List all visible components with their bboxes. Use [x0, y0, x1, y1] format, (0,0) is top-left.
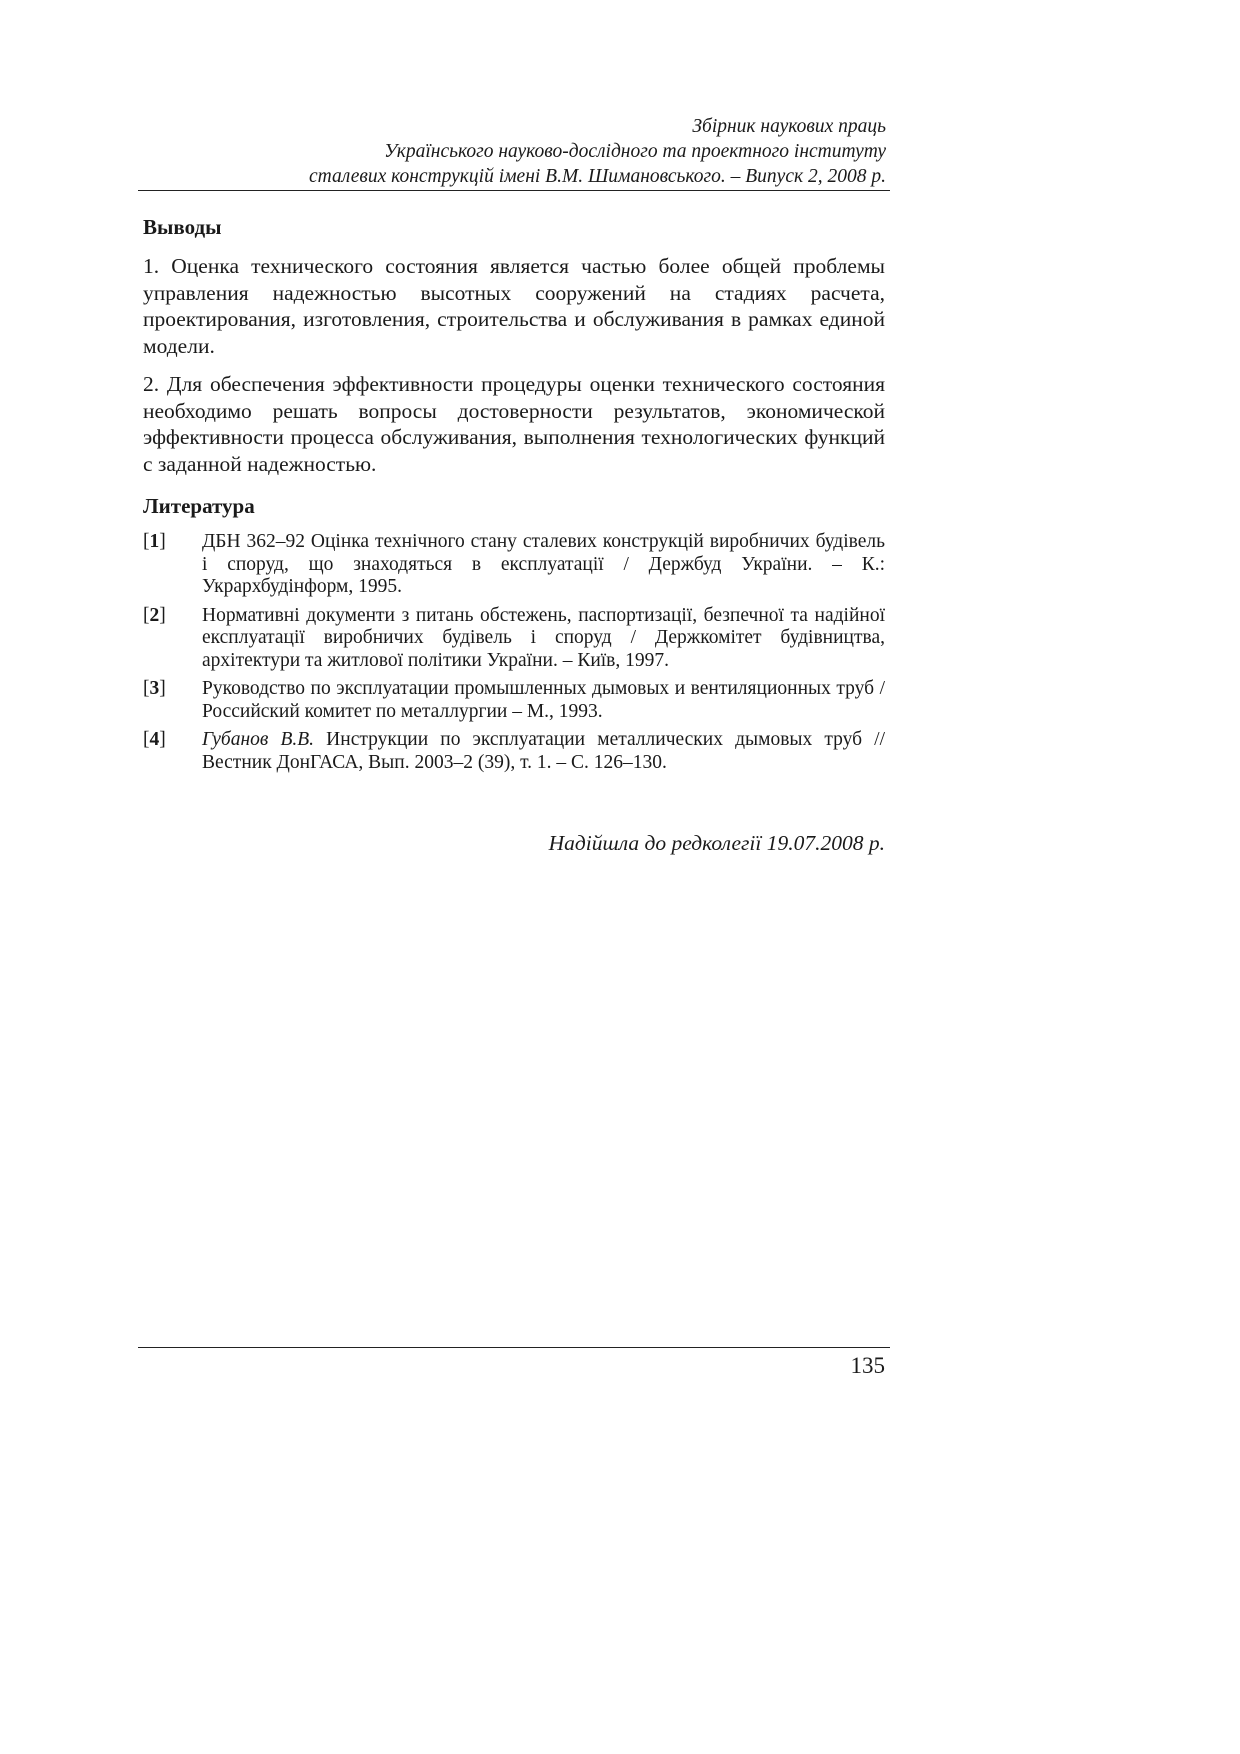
page-content — [143, 214, 885, 780]
literature-heading: Литература — [143, 494, 255, 518]
conclusion-paragraph-1: 1. Оценка технического состояния является частью более общей проблемы управления надежностью высотных сооружений на стадиях расчета, проектирования, изготовления, строительства и обслуживания в рамках единой модели. — [143, 254, 885, 358]
reference-text: Нормативні документи з питань обстежень, паспортизації, безпечної та надійної експлуатації виробничих будівель і споруд / Держкомітет будівництва, архітектури та житлової політики України. – Київ, 1997. — [202, 604, 885, 671]
reference-item — [143, 678, 885, 723]
reference-text: Руководство по эксплуатации промышленных дымовых и вентиляционных труб / Российский комитет по металлургии – М., 1993. — [202, 678, 885, 722]
header-journal-title: Збірник наукових праць — [692, 116, 886, 137]
reference-number: [1] — [143, 531, 166, 552]
conclusions-heading: Выводы — [143, 215, 222, 239]
header-institute-name: Українського науково-дослідного та проектного інституту — [384, 141, 886, 162]
running-header — [138, 114, 886, 189]
header-divider — [138, 190, 890, 191]
footer-divider — [138, 1347, 890, 1348]
reference-text: Губанов В.В. Инструкции по эксплуатации металлических дымовых труб // Вестник ДонГАСА, Вып. 2003–2 (39), т. 1. – С. 126–130. — [202, 729, 885, 773]
conclusion-paragraph-2: 2. Для обеспечения эффективности процедуры оценки технического состояния необходимо решать вопросы достоверности результатов, экономической эффективности процесса обслуживания, выполнения технологических функций с заданной надежностью. — [143, 372, 885, 476]
reference-author: Губанов В.В. — [202, 729, 315, 750]
reference-number: [4] — [143, 729, 166, 750]
page-number: 135 — [850, 1353, 885, 1378]
header-issue-info: сталевих конструкцій імені В.М. Шимановського. – Випуск 2, 2008 р. — [308, 166, 886, 187]
reference-number: [3] — [143, 678, 166, 699]
reference-item — [143, 605, 885, 673]
reference-list — [143, 531, 885, 774]
reference-number: [2] — [143, 604, 166, 626]
reference-text: ДБН 362–92 Оцінка технічного стану сталевих конструкцій виробничих будівель і споруд, що знаходяться в експлуатації / Держбуд України. – К.: Укрархбудінформ, 1995. — [202, 531, 885, 597]
received-date: Надійшла до редколегії 19.07.2008 р. — [548, 831, 885, 855]
reference-item — [143, 531, 885, 599]
reference-item — [143, 729, 885, 774]
